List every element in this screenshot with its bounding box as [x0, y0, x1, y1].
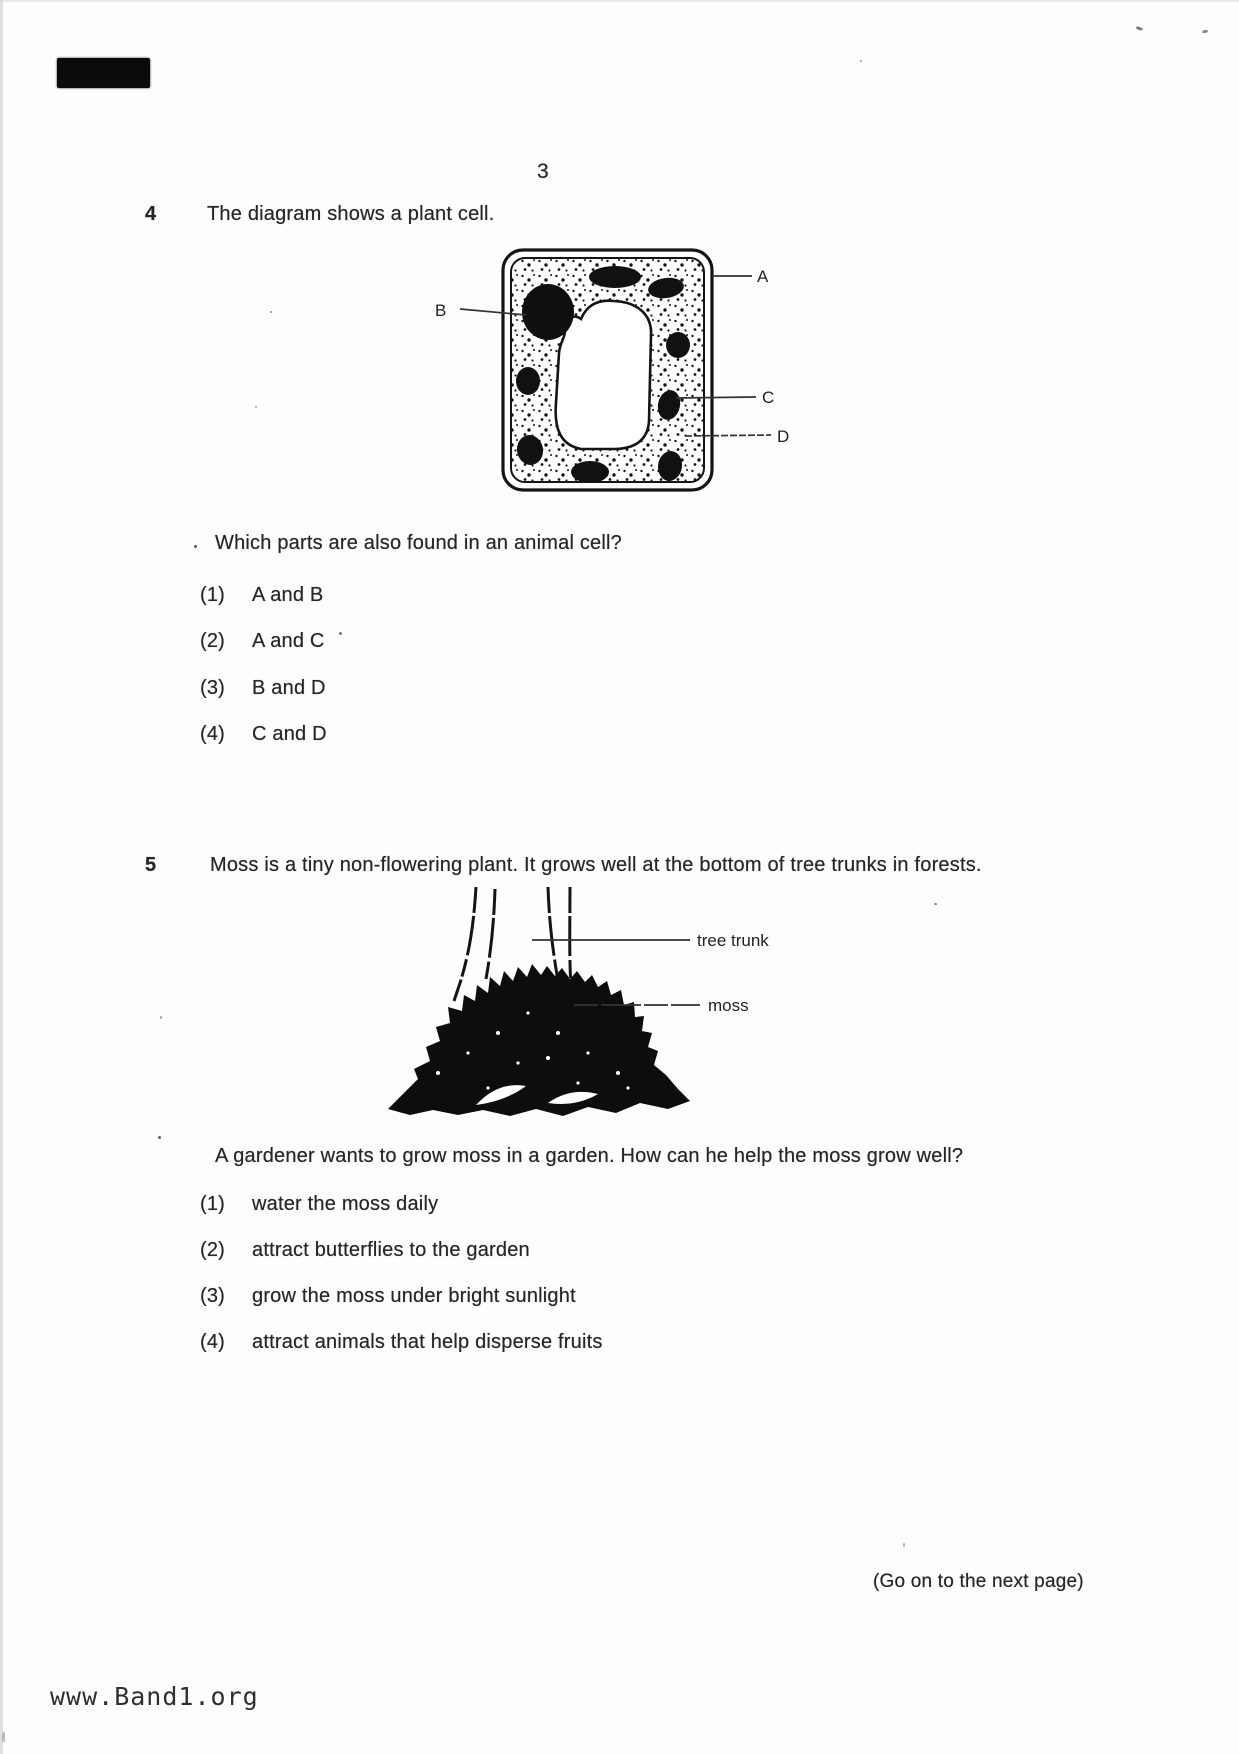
option-number: (4)	[200, 723, 226, 745]
moss-figure	[378, 883, 798, 1128]
option-number: (2)	[200, 1239, 226, 1261]
option-number: (2)	[200, 630, 226, 652]
option-number: (1)	[200, 1193, 226, 1215]
scan-edge-left	[0, 0, 3, 1754]
option-row	[200, 583, 323, 607]
stray-dot	[158, 1136, 161, 1139]
option-number: (4)	[200, 1331, 226, 1353]
moss-label: moss	[708, 996, 749, 1015]
cell-label-d: D	[777, 427, 790, 446]
option-label: A and C	[252, 630, 325, 652]
option-number: (3)	[200, 677, 226, 699]
continuation-note: (Go on to the next page)	[873, 1571, 1084, 1592]
option-label: grow the moss under bright sunlight	[252, 1285, 576, 1307]
option-label: B and D	[252, 677, 326, 699]
q5-stem: Moss is a tiny non-flowering plant. It grows well at the bottom of tree trunks in forests.	[210, 854, 982, 876]
option-label: C and D	[252, 723, 327, 745]
option-label: attract animals that help disperse fruits	[252, 1331, 603, 1353]
page-number: 3	[537, 160, 549, 183]
option-row	[200, 1192, 438, 1216]
site-watermark: www.Band1.org	[50, 1682, 259, 1711]
option-row	[200, 629, 325, 653]
q5-number: 5	[145, 854, 157, 876]
moss-mass	[388, 964, 690, 1116]
q4-stem: The diagram shows a plant cell.	[207, 203, 495, 225]
plant-cell-figure	[418, 243, 808, 501]
option-row	[200, 1284, 576, 1308]
option-number: (3)	[200, 1285, 226, 1307]
q4-prompt: Which parts are also found in an animal cell?	[215, 532, 622, 554]
redacted-label	[57, 58, 150, 88]
option-row	[200, 1330, 603, 1354]
option-row	[200, 1238, 530, 1262]
cell-label-a: A	[757, 267, 769, 286]
q5-prompt: A gardener wants to grow moss in a garden. How can he help the moss grow well?	[215, 1145, 964, 1167]
option-label: water the moss daily	[252, 1193, 439, 1215]
option-row	[200, 722, 327, 746]
nucleus	[522, 284, 574, 340]
q4-number: 4	[145, 203, 157, 225]
option-row	[200, 676, 326, 700]
stray-dot	[194, 545, 197, 548]
option-label: A and B	[252, 584, 324, 606]
scan-edge-top	[0, 0, 1239, 2]
cell-label-c: C	[762, 388, 775, 407]
cell-label-b: B	[435, 301, 447, 320]
option-number: (1)	[200, 584, 226, 606]
tree-trunk-label: tree trunk	[697, 931, 769, 950]
option-label: attract butterflies to the garden	[252, 1239, 530, 1261]
